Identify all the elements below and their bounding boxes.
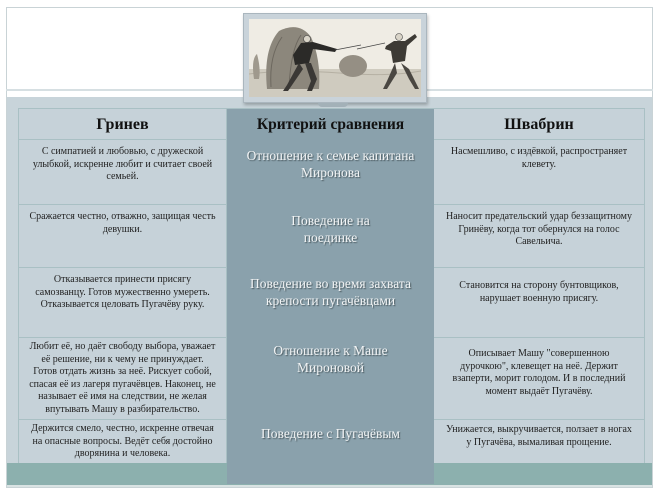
shvabrin-cell: Наносит предательский удар беззащитному Гринёву, когда тот обернулся на голос Савельича. [434, 205, 645, 268]
criterion-cell: Поведение с Пугачёвым [261, 426, 400, 441]
grinev-cell: С симпатией и любовью, с дружеской улыбкой, искренне любит и считает своей семьей. [18, 140, 227, 205]
header-grinev: Гринев [18, 108, 227, 140]
header-shvabrin: Швабрин [434, 108, 645, 140]
illustration-tab [318, 103, 348, 107]
shvabrin-cell: Насмешливо, с издёвкой, распространяет клевету. [434, 140, 645, 205]
criterion-cell: Поведение на поединке [291, 213, 370, 245]
comparison-table [18, 108, 645, 463]
header-criterion: Критерий сравнения [227, 108, 434, 140]
shvabrin-cell: Описывает Машу "совершенною дурочкою", клевещет на неё. Держит взаперти, морит голодом. И в последний момент выдаёт Пугачёву. [434, 338, 645, 420]
grinev-cell: Сражается честно, отважно, защищая честь девушки. [18, 205, 227, 268]
criterion-cell: Отношение к Маше Мироновой [273, 343, 388, 375]
illustration-frame [243, 13, 427, 103]
grinev-cell: Держится смело, честно, искренне отвечая на опасные вопросы. Ведёт себя достойно дворянина и человека. [18, 420, 227, 463]
duel-illustration [249, 19, 421, 97]
criterion-cell: Отношение к семье капитана Миронова [246, 148, 415, 180]
grinev-cell: Отказывается принести присягу самозванцу. Готов мужественно умереть. Отказывается целовать Пугачёву руку. [18, 268, 227, 338]
duel-illustration-icon [249, 19, 421, 97]
shvabrin-cell: Становится на сторону бунтовщиков, нарушает военную присягу. [434, 268, 645, 338]
shvabrin-cell: Унижается, выкручивается, ползает в ногах у Пугачёва, вымаливая прощение. [434, 420, 645, 463]
criterion-cell: Поведение во время захвата крепости пугачёвцами [250, 276, 411, 308]
grinev-cell: Любит её, но даёт свободу выбора, уважает её решение, ни к чему не принуждает. Готов отдать жизнь за неё. Рискует собой, спасая её из лагеря пугачёвцев. Наконец, не называет её имя на следствии, не желая впутывать Машу в разбирательство. [18, 338, 227, 420]
footer-edge [7, 485, 652, 487]
